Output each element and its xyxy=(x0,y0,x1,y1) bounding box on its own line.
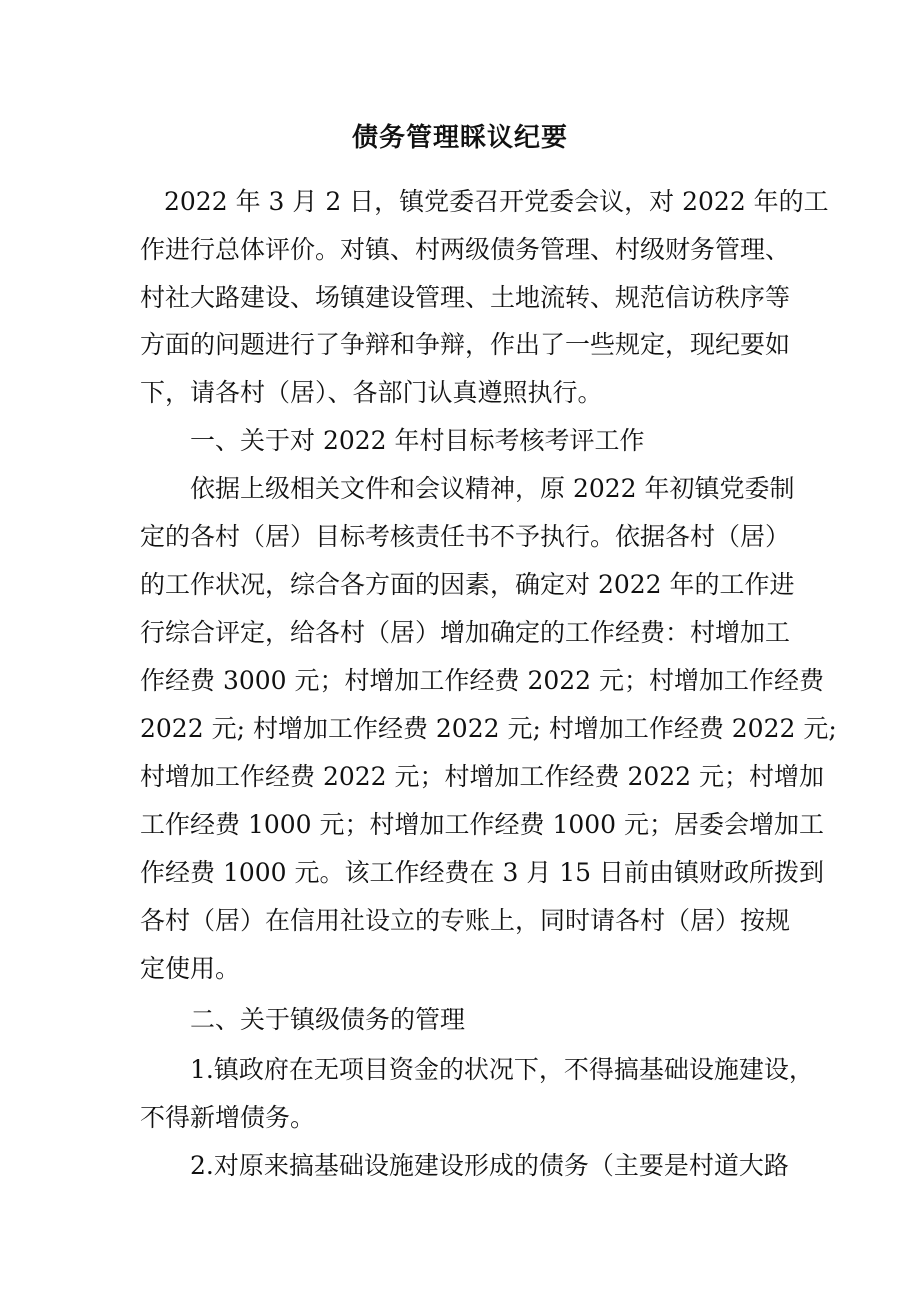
paragraph-line: 作经费 1000 元。该工作经费在 3 月 15 日前由镇财政所拨到 xyxy=(140,858,825,887)
paragraph-line: 村增加工作经费 2022 元；村增加工作经费 2022 元；村增加 xyxy=(140,762,825,791)
section-heading: 一、关于对 2022 年村目标考核考评工作 xyxy=(190,426,645,455)
paragraph-line: 下，请各村（居）、各部门认真遵照执行。 xyxy=(140,378,603,407)
paragraph-line: 作进行总体评价。对镇、村两级债务管理、村级财务管理、 xyxy=(140,235,791,264)
section-heading: 二、关于镇级债务的管理 xyxy=(190,1005,466,1034)
paragraph-line: 定的各村（居）目标考核责任书不予执行。依据各村（居） xyxy=(140,522,791,551)
paragraph-line: 工作经费 1000 元；村增加工作经费 1000 元；居委会增加工 xyxy=(140,810,825,839)
paragraph-line: 定使用。 xyxy=(140,954,241,983)
paragraph-line: 2022 年 3 月 2 日，镇党委召开党委会议，对 2022 年的工 xyxy=(164,187,829,216)
paragraph-line: 依据上级相关文件和会议精神，原 2022 年初镇党委制 xyxy=(190,474,795,503)
paragraph-line: 2022 元; 村增加工作经费 2022 元; 村增加工作经费 2022 元; xyxy=(140,714,837,743)
paragraph-line: 村社大路建设、场镇建设管理、土地流转、规范信访秩序等 xyxy=(140,283,791,312)
paragraph-line: 各村（居）在信用社设立的专账上，同时请各村（居）按规 xyxy=(140,906,791,935)
paragraph-line: 作经费 3000 元；村增加工作经费 2022 元；村增加工作经费 xyxy=(140,666,825,695)
paragraph-line: 不得新增债务。 xyxy=(140,1103,316,1132)
paragraph-line: 1.镇政府在无项目资金的状况下，不得搞基础设施建设， xyxy=(190,1055,814,1084)
paragraph-line: 行综合评定，给各村（居）增加确定的工作经费：村增加工 xyxy=(140,618,791,647)
paragraph-line: 方面的问题进行了争辩和争辩，作出了一些规定，现纪要如 xyxy=(140,330,791,359)
document-title: 债务管理睬议纪要 xyxy=(351,123,568,153)
paragraph-line: 的工作状况，综合各方面的因素，确定对 2022 年的工作进 xyxy=(140,570,795,599)
paragraph-line: 2.对原来搞基础设施建设形成的债务（主要是村道大路 xyxy=(190,1151,789,1180)
